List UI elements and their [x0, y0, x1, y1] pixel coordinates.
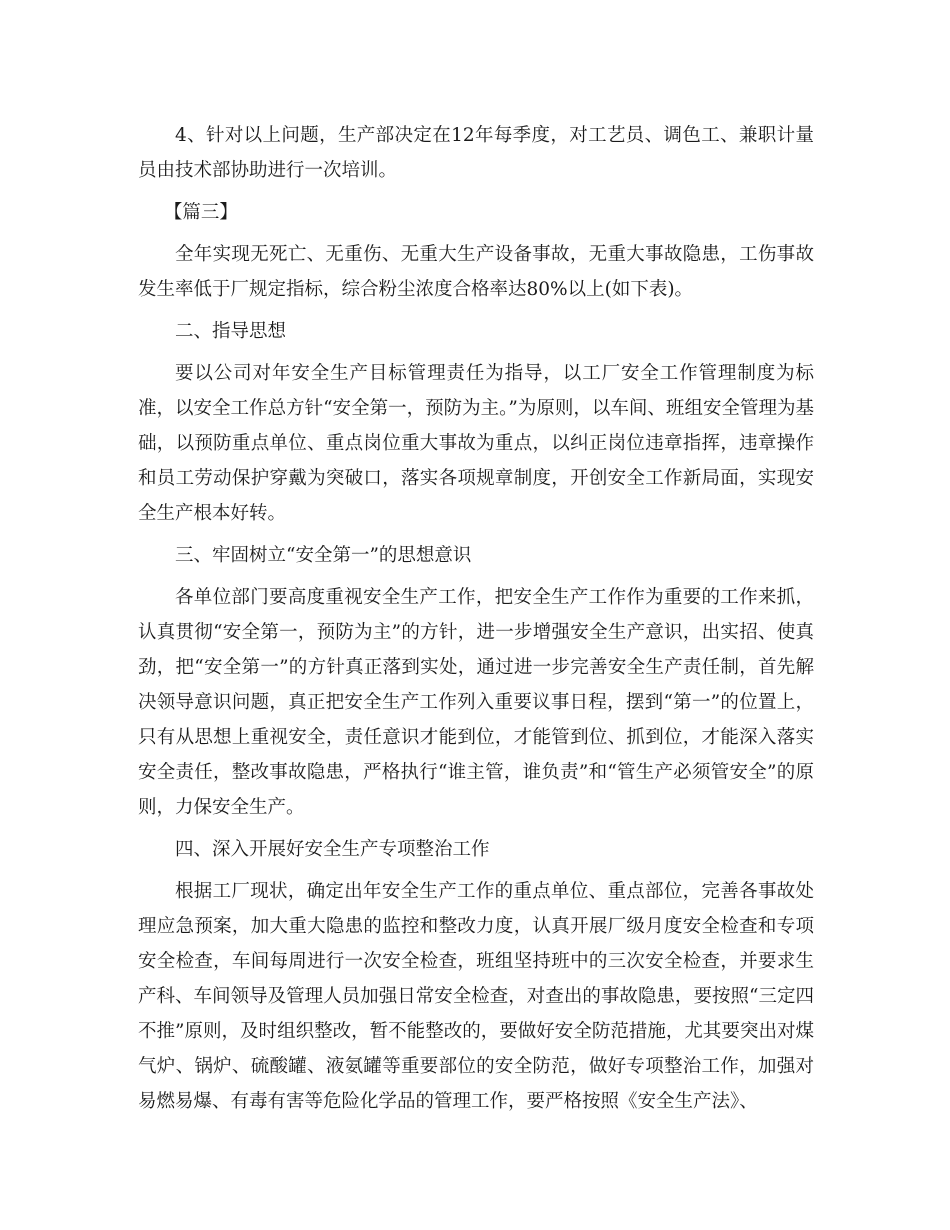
- heading-safety-first-awareness: 三、牢固树立“安全第一”的思想意识: [175, 545, 472, 566]
- paragraph-annual-targets: 全年实现无死亡、无重伤、无重大生产设备事故，无重大事故隐患，工伤事故发生率低于厂规定指标，综合粉尘浓度合格率达80%以上(如下表)。: [138, 244, 814, 300]
- paragraph-training-plan: 4、针对以上问题，生产部决定在12年每季度，对工艺员、调色工、兼职计量员由技术部协助进行一次培训。: [138, 125, 814, 181]
- paragraph-special-rectification: 根据工厂现状，确定出年安全生产工作的重点单位、重点部位，完善各事故处理应急预案，加大重大隐患的监控和整改力度，认真开展厂级月度安全检查和专项安全检查，车间每周进行一次安全检查，班组坚持班中的三次安全检查，并要求生产科、车间领导及管理人员加强日常安全检查，对查出的事故隐患，要按照“三定四不推”原则，及时组织整改，暂不能整改的，要做好安全防范措施，尤其要突出对煤气炉、锅炉、硫酸罐、液氨罐等重要部位的安全防范，做好专项整治工作，加强对易燃易爆、有毒有害等危险化学品的管理工作，要严格按照《安全生产法》、: [138, 881, 814, 1112]
- paragraph-guiding-ideology: 要以公司对年安全生产目标管理责任为指导，以工厂安全工作管理制度为标准，以安全工作总方针“安全第一，预防为主。”为原则，以车间、班组安全管理为基础，以预防重点单位、重点岗位重大事故为重点，以纠正岗位违章指挥，违章操作和员工劳动保护穿戴为突破口，落实各项规章制度，开创安全工作新局面，实现安全生产根本好转。: [138, 363, 814, 524]
- paragraph-safety-first-awareness: 各单位部门要高度重视安全生产工作，把安全生产工作作为重要的工作来抓，认真贯彻“安全第一，预防为主”的方针，进一步增强安全生产意识，出实招、使真劲，把“安全第一”的方针真正落到实处，通过进一步完善安全生产责任制，首先解决领导意识问题，真正把安全生产工作列入重要议事日程，摆到“第一”的位置上，只有从思想上重视安全，责任意识才能到位，才能管到位、抓到位，才能深入落实安全责任，整改事故隐患，严格执行“谁主管，谁负责”和“管生产必须管安全”的原则，力保安全生产。: [138, 587, 814, 818]
- heading-special-rectification: 四、深入开展好安全生产专项整治工作: [175, 839, 490, 860]
- section-label-part-three: 【篇三】: [163, 202, 238, 223]
- heading-guiding-ideology: 二、指导思想: [175, 321, 287, 342]
- document-body: [138, 118, 814, 1126]
